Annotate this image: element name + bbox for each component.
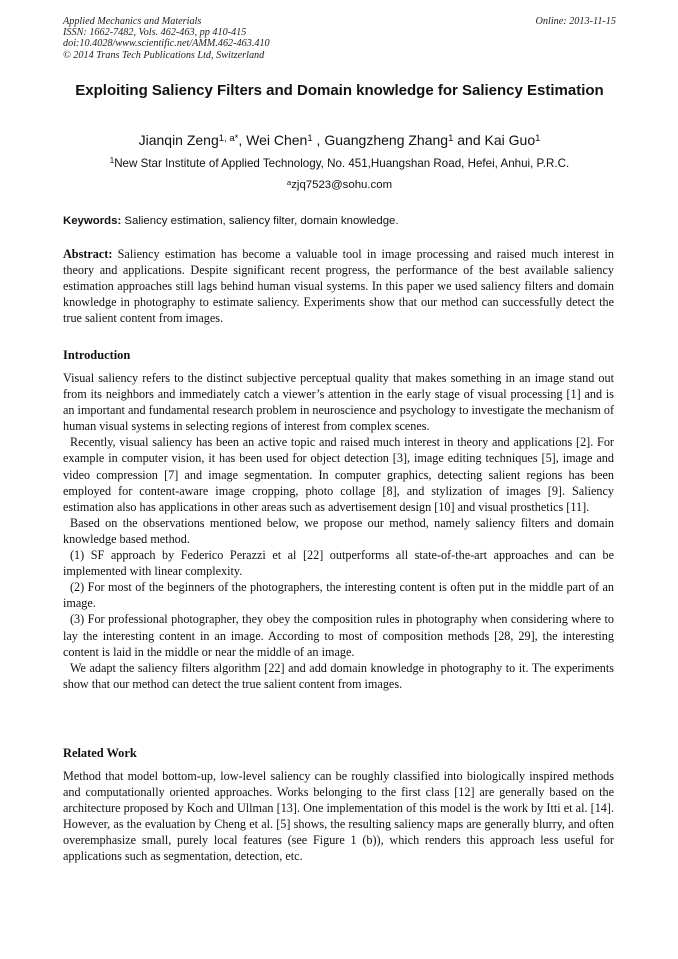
paragraph: Based on the observations mentioned below, we propose our method, namely saliency filters and domain knowledge based method. xyxy=(63,515,614,546)
email-address[interactable]: zjq7523@sohu.com xyxy=(291,179,393,191)
abstract-text: Saliency estimation has become a valuable tool in image processing and raised much interest in theory and applications. Despite significant recent progress, the performance of the best available saliency estimation approaches still lags behind human visual systems. In this paper we used saliency filters and domain knowledge in photography to estimate saliency. Experiments show that our method can successfully detect the true salient content from images. xyxy=(63,247,614,326)
affiliation-text: New Star Institute of Applied Technology, No. 451,Huangshan Road, Hefei, Anhui, P.R.C. xyxy=(114,157,570,170)
issn-line: ISSN: 1662-7482, Vols. 462-463, pp 410-415 xyxy=(63,27,247,39)
paragraph: (2) For most of the beginners of the photographers, the interesting content is often put in the middle part of an image. xyxy=(63,580,614,611)
author-separator: , xyxy=(238,132,247,148)
abstract xyxy=(63,246,614,326)
author-affiliation-mark: 1, a* xyxy=(218,132,239,144)
author-affiliation-mark: 1 xyxy=(307,132,313,144)
doi-line: doi:10.4028/www.scientific.net/AMM.462-463.410 xyxy=(63,38,270,50)
author-name: Jianqin Zeng xyxy=(138,132,219,148)
author-email xyxy=(63,178,616,193)
paragraph: Visual saliency refers to the distinct subjective perceptual quality that makes something in an image stand out from its neighbors and immediately catch a viewer’s attention in the early stage of visual processing [1] and is an important and fundamental research problem in neuroscience and psychology to investigate the mechanism of human visual systems in selecting regions of interest from complex scenes. xyxy=(63,371,614,434)
author-separator: and xyxy=(453,132,485,148)
email-mark: a xyxy=(286,177,292,187)
author-affiliation-mark: 1 xyxy=(448,132,454,144)
related-work-body xyxy=(63,768,614,865)
keywords-text: Saliency estimation, saliency filter, domain knowledge. xyxy=(121,215,399,227)
online-date: Online: 2013-11-15 xyxy=(535,16,616,27)
paragraph: Recently, visual saliency has been an active topic and raised much interest in theory and applications [2]. For example in computer vision, it has been used for object detection [3], image editing techniques [5], image and video compression [7] and image segmentation. In computer graphics, detecting salient regions has been employed for content-aware image cropping, photo collage [8], and stylization of images [9]. Saliency estimation also has applications in other areas such as advertisement design [10] and visual prosthetics [11]. xyxy=(63,435,614,514)
copyright-line: © 2014 Trans Tech Publications Ltd, Switzerland xyxy=(63,49,265,61)
keywords xyxy=(63,214,616,228)
paragraph: (1) SF approach by Federico Perazzi et al [22] outperforms all state-of-the-art approaches and can be implemented with linear complexity. xyxy=(63,548,614,579)
journal-name: Applied Mechanics and Materials xyxy=(63,16,202,27)
author-name: Guangzheng Zhang xyxy=(324,132,449,148)
author-name: Kai Guo xyxy=(484,132,536,148)
keywords-label: Keywords: xyxy=(63,215,122,227)
paragraph: We adapt the saliency filters algorithm [22] and add domain knowledge in photography to it. The experiments show that our method can detect the true salient content from images. xyxy=(63,660,614,691)
paper-title: Exploiting Saliency Filters and Domain knowledge for Saliency Estimation xyxy=(75,82,604,99)
author-list xyxy=(63,131,616,152)
author-name: Wei Chen xyxy=(246,132,308,148)
author-affiliation-mark: 1 xyxy=(535,132,541,144)
section-heading-introduction: Introduction xyxy=(63,348,131,362)
author-separator: , xyxy=(312,132,325,148)
paragraph: Method that model bottom-up, low-level saliency can be roughly classified into biologically inspired methods and computationally oriented approaches. Works belonging to the first class [12] are generally based on the architecture proposed by Koch and Ullman [13]. One implementation of this model is the work by Itti et al. [14]. However, as the evaluation by Cheng et al. [5] shows, the resulting saliency maps are generally blurry, and often overemphasize small, purely local features (see Figure 1 (b)), which renders this approach less useful for applications such as segmentation, detection, etc. xyxy=(63,769,614,864)
section-heading-related-work: Related Work xyxy=(63,746,137,760)
paragraph: (3) For professional photographer, they obey the composition rules in photography when considering where to lay the interesting content in an image. According to most of composition methods [28, 29], the interesting content is laid in the middle or near the middle of an image. xyxy=(63,612,614,659)
affiliation-mark: 1 xyxy=(109,156,115,166)
affiliation xyxy=(63,157,616,172)
introduction-body xyxy=(63,370,614,692)
abstract-label: Abstract: xyxy=(63,247,113,261)
journal-header xyxy=(63,16,616,61)
